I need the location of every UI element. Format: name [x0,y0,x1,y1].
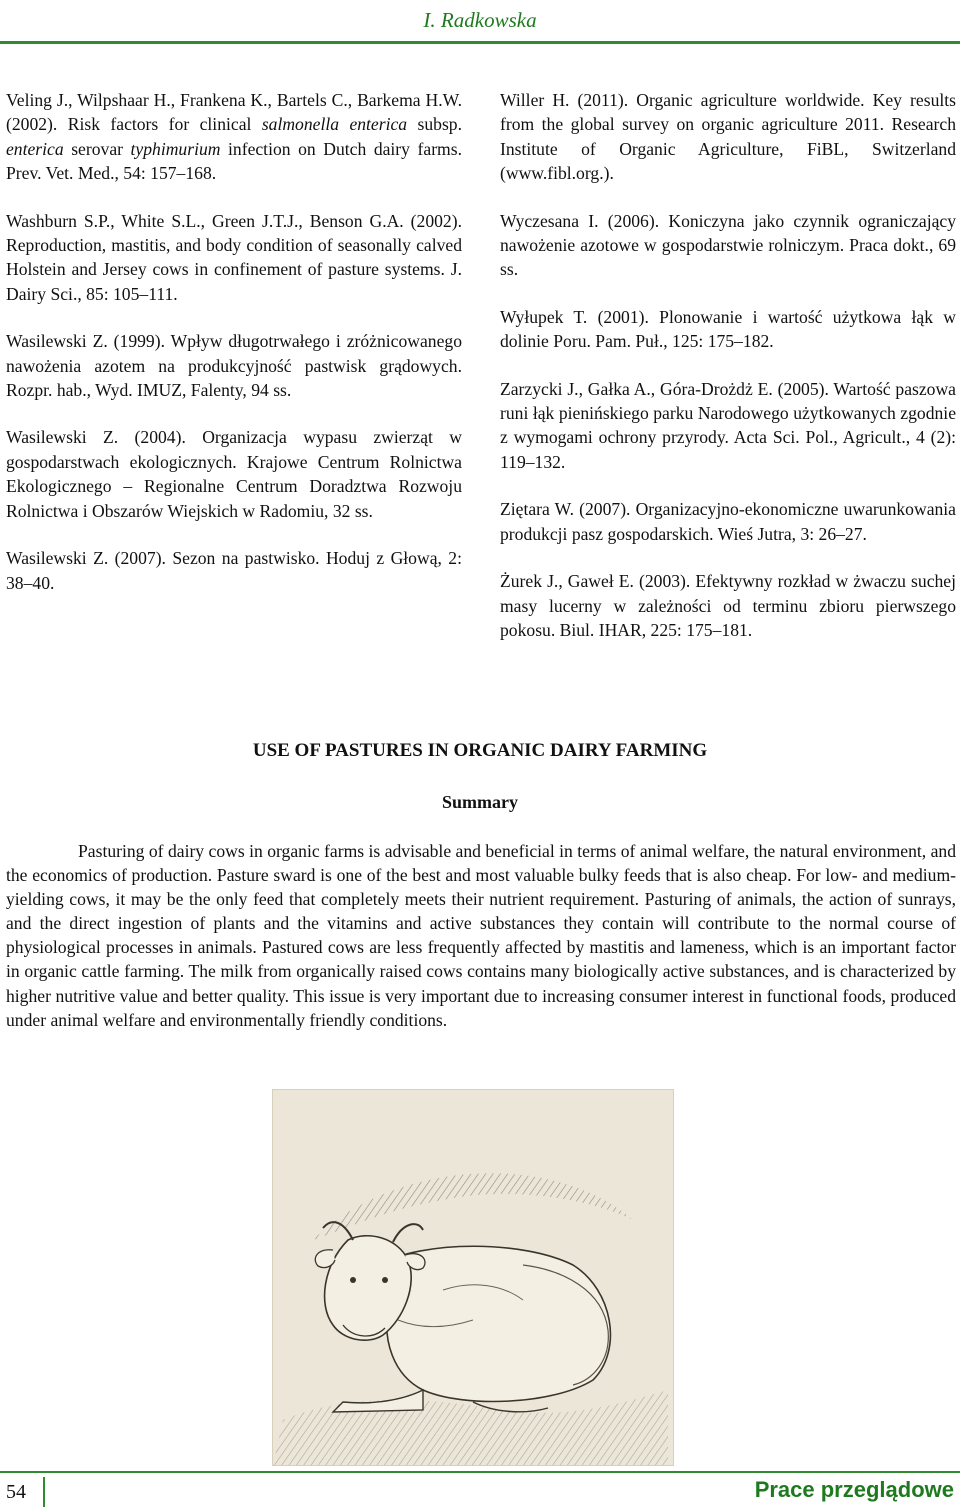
reference-item: Wasilewski Z. (2007). Sezon na pastwisko. Hoduj z Głową, 2: 38–40. [6,548,462,593]
running-header: I. Radkowska [423,8,537,32]
reference-item: Veling J., Wilpshaar H., Frankena K., Bartels C., Barkema H.W. (2002). Risk factors for clinical salmonella enterica subsp. enterica serovar typhimurium infection on Dutch dairy farms. Prev. Vet. Med., 54: 157–168. [6,90,462,184]
reference-item: Ziętara W. (2007). Organizacyjno-ekonomiczne uwarunkowania produkcji pasz gospodarskich. Wieś Jutra, 3: 26–27. [500,499,956,544]
summary-title: USE OF PASTURES IN ORGANIC DAIRY FARMING [252,740,708,761]
cow-illustration [272,1089,674,1466]
reference-item: Wyłupek T. (2001). Plonowanie i wartość użytkowa łąk w dolinie Poru. Pam. Puł., 125: 175–182. [500,306,956,352]
reference-item: Żurek J., Gaweł E. (2003). Efektywny rozkład w żwaczu suchej masy lucerny w zależności od terminu zbioru pierwszego pokosu. Biul. IHAR, 225: 175–181. [500,571,956,640]
summary-heading: Summary [442,792,518,812]
reference-item: Wasilewski Z. (2004). Organizacja wypasu zwierząt w gospodarstwach ekologicznych. Krajowe Centrum Rolnictwa Ekologicznego – Regionalne Centrum Doradztwa Rozwoju Rolnictwa i Obszarów Wiejskich w Radomiu, 32 ss. [6,427,462,521]
header-rule [0,41,960,44]
page-number: 54 [0,1477,45,1507]
reference-item: Wyczesana I. (2006). Koniczyna jako czynnik ograniczający nawożenie azotowe w gospodarstwie rolniczym. Praca dokt., 69 ss. [500,210,956,280]
references-right-column [500,88,956,665]
cow-drawing-icon [273,1090,673,1465]
summary-body: Pasturing of dairy cows in organic farms is advisable and beneficial in terms of animal welfare, the natural environment, and the economics of production. Pasture sward is one of the best and most valuable bulky feeds that is also cheap. For low- and medium-yielding cows, it may be the only feed that completely meets their nutrient requirement. Pasturing of animals, the action of sunrays, and the direct ingestion of plants and the vitamins and active substances they contain will contribute to the normal course of physiological processes in animals. Pastured cows are less frequently affected by mastitis and lameness, which is an important factor in organic cattle farming. The milk from organically raised cows contains many biologically active substances, and is characterized by higher nutritive value and better quality. This issue is very important due to increasing consumer interest in functional foods, produced under animal welfare and environmentally friendly conditions. [6,841,956,1030]
reference-item: Zarzycki J., Gałka A., Góra-Drożdż E. (2005). Wartość paszowa runi łąk pienińskiego parku Narodowego użytkowanych zgodnie z wymogami ochrony przyrody. Acta Sci. Pol., Agricult., 4 (2): 119–132. [500,378,956,472]
section-name: Prace przeglądowe [754,1477,954,1502]
reference-item: Wasilewski Z. (1999). Wpływ długotrwałego i zróżnicowanego nawożenia azotem na produkcyjność pastwisk grądowych. Rozpr. hab., Wyd. IMUZ, Falenty, 94 ss. [6,331,462,401]
reference-item: Willer H. (2011). Organic agriculture worldwide. Key results from the global survey on organic agriculture 2011. Research Institute of Organic Agriculture, FiBL, Switzerland (www.fibl.org.). [500,90,956,184]
reference-item: Washburn S.P., White S.L., Green J.T.J., Benson G.A. (2002). Reproduction, mastitis, and body condition of seasonally calved Holstein and Jersey cows in confinement of pasture systems. J. Dairy Sci., 85: 105–111. [6,210,462,304]
references-left-column [6,88,462,618]
footer-rule [0,1471,960,1473]
